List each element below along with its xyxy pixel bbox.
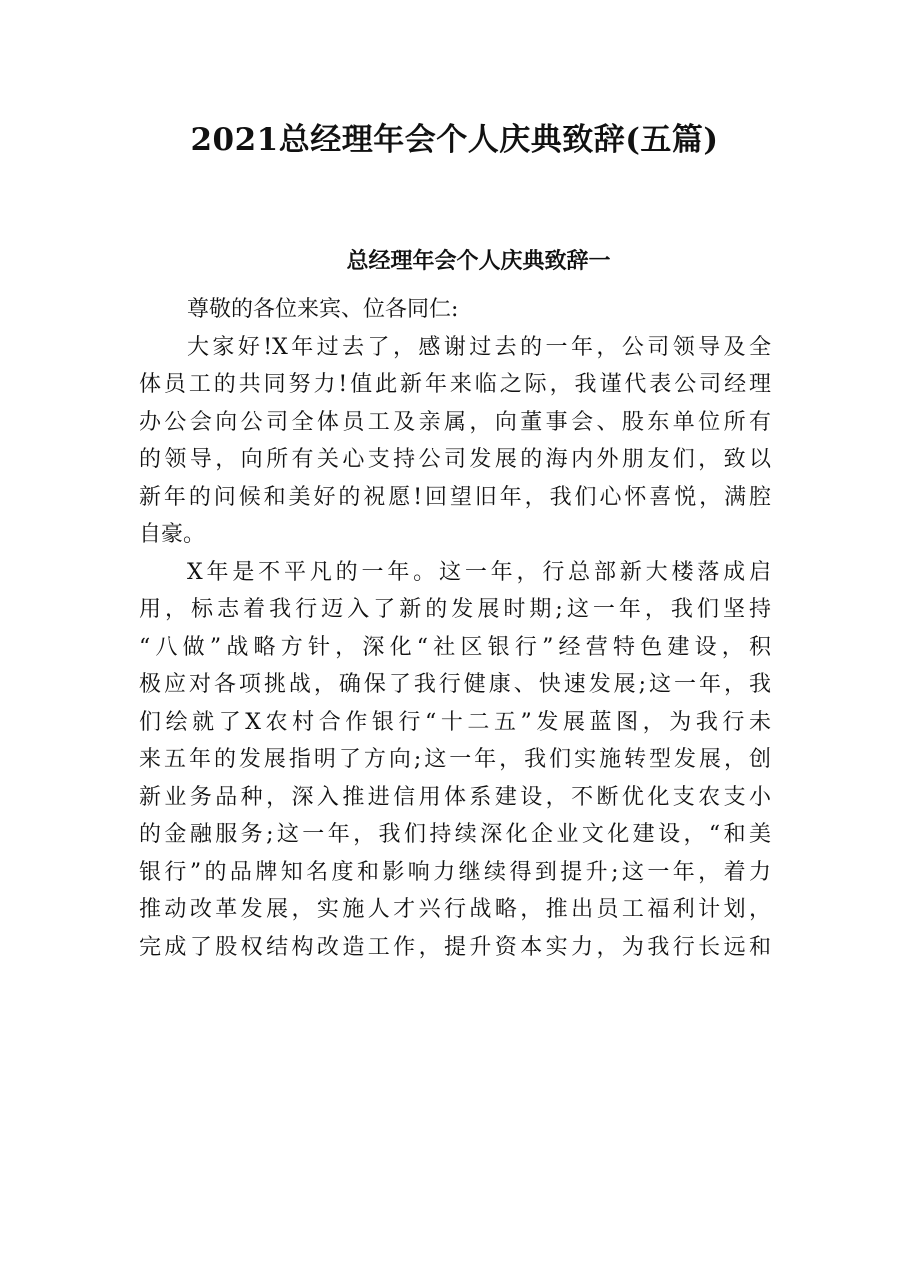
paragraph-line: 新业务品种，深入推进信用体系建设，不断优化支农支小 xyxy=(139,784,771,810)
paragraph-line: 来五年的发展指明了方向;这一年，我们实施转型发展，创 xyxy=(139,747,771,772)
paragraph-line: 推动改革发展，实施人才兴行战略，推出员工福利计划， xyxy=(139,897,771,922)
paragraph-line: 体员工的共同努力!值此新年来临之际，我谨代表公司经理 xyxy=(139,372,771,397)
paragraph-line: 用，标志着我行迈入了新的发展时期;这一年，我们坚持 xyxy=(139,597,771,622)
paragraph-line: “八做”战略方针，深化“社区银行”经营特色建设，积 xyxy=(139,634,771,660)
paragraph-line: 的金融服务;这一年，我们持续深化企业文化建设，“和美 xyxy=(139,822,771,847)
paragraph-line: 银行”的品牌知名度和影响力继续得到提升;这一年，着力 xyxy=(139,859,771,885)
paragraph-line: 办公会向公司全体员工及亲属，向董事会、股东单位所有 xyxy=(139,409,771,435)
paragraph-line: 极应对各项挑战，确保了我行健康、快速发展;这一年，我 xyxy=(139,672,771,697)
section-title: 总经理年会个人庆典致辞一 xyxy=(346,248,611,274)
paragraph-line: 完成了股权结构改造工作，提升资本实力，为我行长远和 xyxy=(139,934,771,960)
paragraph-line: 自豪。 xyxy=(139,522,206,547)
paragraph-line-salutation: 尊敬的各位来宾、位各同仁: xyxy=(187,297,459,322)
paragraph-line: 大家好!X年过去了，感谢过去的一年，公司领导及全 xyxy=(187,334,771,360)
paragraph-line: X年是不平凡的一年。这一年，行总部新大楼落成启 xyxy=(187,559,771,585)
document-title: 2021总经理年会个人庆典致辞(五篇) xyxy=(190,122,719,158)
paragraph-line: 们绘就了X农村合作银行“十二五”发展蓝图，为我行未 xyxy=(139,709,771,735)
paragraph-line: 新年的问候和美好的祝愿!回望旧年，我们心怀喜悦，满腔 xyxy=(139,484,771,510)
document-body xyxy=(139,291,771,966)
paragraph-line: 的领导，向所有关心支持公司发展的海内外朋友们，致以 xyxy=(139,447,771,472)
